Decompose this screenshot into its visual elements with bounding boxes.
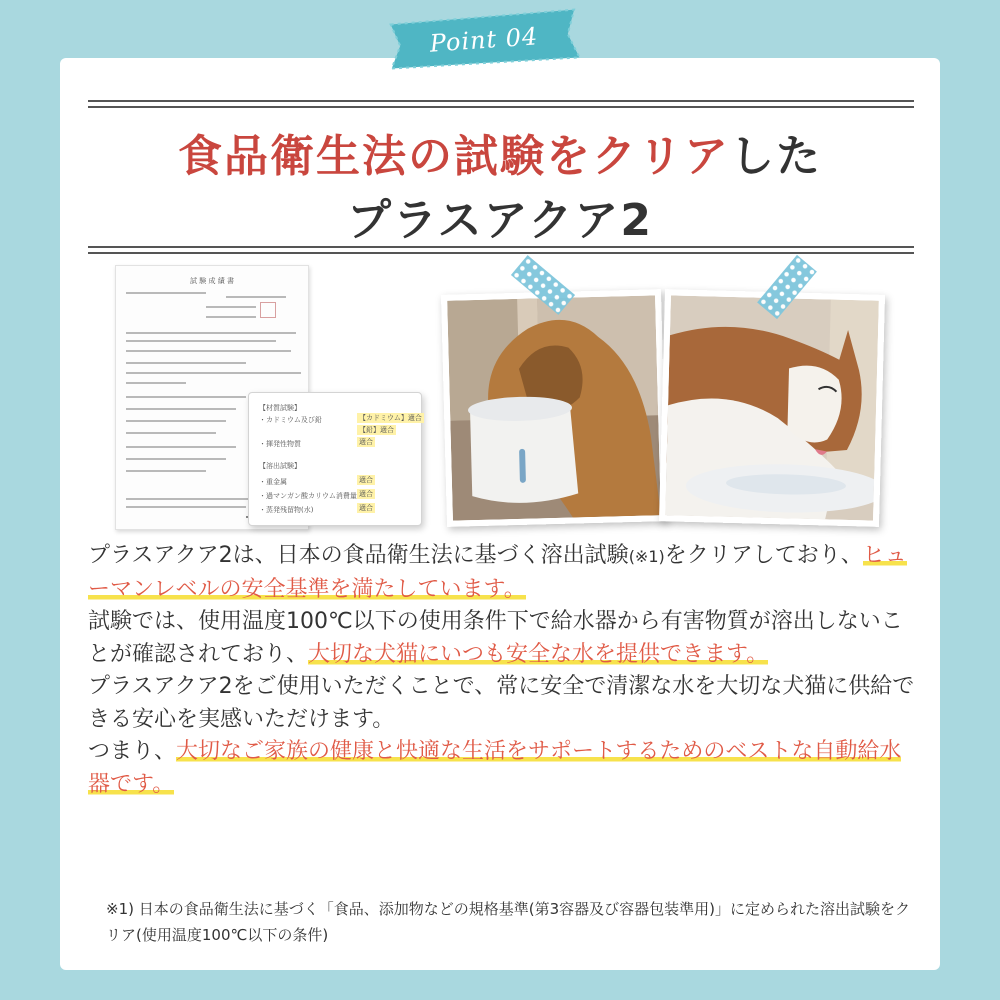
body-text-span: をクリアしており、: [664, 543, 863, 568]
doc-text-line: [126, 470, 206, 472]
doc-text-line: [126, 408, 236, 410]
doc-text-line: [226, 296, 286, 298]
dog-drinking-photo: [441, 289, 667, 527]
doc-text-line: [126, 350, 291, 352]
heading-line-1: [60, 120, 940, 184]
heading-red-text: 食品衛生法の試験をクリア: [178, 131, 730, 182]
paragraph-1: [88, 543, 907, 602]
zoom-row-result: 適合: [359, 490, 373, 498]
doc-text-line: [126, 458, 226, 460]
doc-text-line: [126, 432, 216, 434]
bottom-rule-1: [88, 246, 914, 248]
zoom-row-result: 【カドミウム】適合: [359, 414, 422, 422]
cat-photo-illustration: [665, 295, 879, 520]
heading-dark-text: した: [730, 131, 822, 182]
zoom-row-label: ・カドミウム及び鉛: [259, 416, 322, 424]
certificate-zoom-callout: [248, 392, 422, 526]
doc-text-line: [126, 372, 301, 374]
doc-text-line: [126, 446, 236, 448]
dog-photo-illustration: [447, 295, 661, 520]
body-text-span: 試験では、使用温度100℃以下の使用条件下で給水器から有害物質が溶出しないことが確認されており、: [88, 609, 903, 667]
cat-drinking-photo: [659, 289, 885, 527]
paragraph-4: [88, 739, 901, 797]
doc-text-line: [126, 506, 246, 508]
doc-text-line: [126, 420, 226, 422]
bottom-rule-2: [88, 252, 914, 254]
zoom-row-label: 【溶出試験】: [259, 462, 301, 470]
doc-text-line: [206, 306, 256, 308]
zoom-row-label: 【材質試験】: [259, 404, 301, 412]
zoom-row-label: ・過マンガン酸カリウム消費量: [259, 492, 357, 500]
doc-text-line: [126, 292, 206, 294]
doc-text-line: [206, 316, 256, 318]
top-rule-1: [88, 100, 914, 102]
top-rule-2: [88, 106, 914, 108]
zoom-row-result: 適合: [359, 438, 373, 446]
footnote-ref: (※1): [628, 547, 665, 566]
zoom-row-result: 適合: [359, 504, 373, 512]
doc-text-line: [126, 340, 276, 342]
doc-text-line: [126, 332, 296, 334]
zoom-row-label: ・揮発性物質: [259, 440, 301, 448]
highlight-text: ヒューマンレベルの安全基準を満たしています。: [88, 543, 907, 602]
paragraph-3: プラスアクア2をご使用いただくことで、常に安全で清潔な水を大切な犬猫に供給できる安心を実感いただけます。: [88, 674, 915, 732]
zoom-row-result: 適合: [359, 476, 373, 484]
certificate-title: 試 験 成 績 書: [190, 277, 234, 285]
zoom-row-label: ・重金属: [259, 478, 287, 486]
doc-text-line: [126, 362, 246, 364]
zoom-row-label: ・蒸発残留物(水): [259, 506, 314, 514]
zoom-row-result: 【鉛】適合: [359, 426, 394, 434]
certificate-seal: [260, 302, 276, 318]
doc-text-line: [126, 382, 186, 384]
doc-text-line: [126, 396, 246, 398]
body-text: [88, 540, 918, 801]
footnote: ※1) 日本の食品衛生法に基づく「食品、添加物などの規格基準(第3容器及び容器包装準用)」に定められた溶出試験をクリア(使用温度100℃以下の条件): [106, 900, 910, 944]
highlight-text: 大切な犬猫にいつも安全な水を提供できます。: [308, 641, 769, 667]
highlight-text: 大切なご家族の健康と快適な生活をサポートするためのベストな自動給水器です。: [88, 739, 902, 797]
body-text-span: つまり、: [88, 739, 177, 764]
paragraph-2: [88, 609, 903, 667]
body-text-span: プラスアクア2は、日本の食品衛生法に基づく溶出試験: [88, 543, 629, 568]
badge-label: Point 04: [428, 22, 540, 58]
heading-line-2: プラスアクア2: [347, 195, 653, 246]
